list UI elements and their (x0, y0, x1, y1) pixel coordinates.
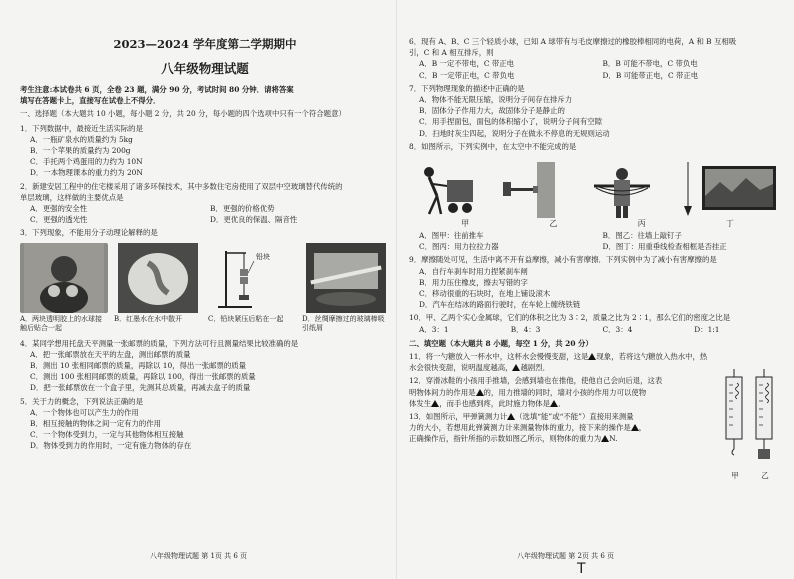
option: B．固体分子作用力大，故固体分子是静止的 (419, 106, 565, 116)
figure-label: 丁 (725, 219, 734, 229)
figure-chest-expander (590, 162, 654, 218)
option: D．图丁：用重垂线检查相框是否挂正 (602, 242, 727, 252)
option: C．更强的透光性 (30, 215, 88, 225)
answer-blank-triangle (631, 424, 639, 431)
answer-blank-triangle (550, 400, 558, 407)
option-row (409, 324, 786, 335)
spring-scale-yi (756, 369, 772, 459)
option-row (409, 70, 786, 81)
spring-labels (720, 471, 780, 481)
question-stem: 单层玻璃，这样做的主要优点是 (20, 192, 124, 202)
question-stem: 9．摩擦随处可见，生活中离不开有益摩擦，减小有害摩擦．下列实例中为了减小有害摩擦的是 (409, 255, 717, 265)
option: D．把一张邮票放在一个盒子里，先测其总质量，再减去盒子的质量 (30, 383, 251, 393)
figure-label: 甲 (461, 219, 470, 229)
option: D．物体受到力的作用时，一定有施力物体的存在 (30, 441, 192, 451)
option: B．B 可能不带电，C 带负电 (602, 59, 698, 69)
photo-glass-rod (302, 243, 390, 313)
figure-label: 乙 (549, 219, 558, 229)
option: C．手托两个鸡蛋用的力约为 10N (30, 157, 143, 167)
text-fragment: 越剧烈． (520, 363, 551, 373)
q3-captions (20, 315, 390, 334)
option-row (20, 203, 390, 214)
option-row (409, 58, 786, 69)
option: A．把一张邮票放在天平的左盘，测出邮票的质量 (30, 349, 191, 359)
figure-label: 丙 (637, 219, 646, 229)
option: B．相互接触的物体之间一定有力的作用 (30, 419, 162, 429)
option: B．更强的价格优势 (210, 204, 275, 214)
answer-blank-triangle (476, 389, 484, 396)
section-heading: 一、选择题（本大题共 10 小题，每小题 2 分，共 20 分，每小题的四个选项中只有一个符合题意） (20, 109, 346, 119)
option: C．移动很重的石块时，在地上铺设滚木 (419, 289, 551, 299)
figure-pushing-cart (415, 162, 477, 218)
option: D：1:1 (694, 324, 720, 334)
option: C．铅块紧压后粘在一起 (208, 314, 284, 323)
fill-question-12-cont (409, 387, 691, 398)
spring-scale-jia (726, 369, 742, 455)
lead-block-label: 铅块 (256, 252, 270, 261)
option: B．图乙：往墙上敲钉子 (602, 231, 682, 241)
text-fragment: 明物体间力的作用是 (409, 387, 476, 397)
option: A．一瓶矿泉水的质量约为 5kg (30, 134, 133, 144)
question-stem: 10．甲、乙两个实心金属球，它们的体积之比为 3∶2，质量之比为 2∶1，那么它们的密度之比是 (409, 313, 731, 323)
fill-question-11 (409, 351, 786, 362)
exam-title: 2023—2024 学年度第二学期期中 (113, 37, 297, 51)
page-footer: 八年级物理试题 第 2页 共 6 页 (517, 552, 615, 560)
option: A．3：1 (419, 324, 449, 334)
question-stem: 4．某同学想用托盘天平测量一张邮票的质量，下列方法可行且测量结果比较准确的是 (20, 338, 299, 348)
question-stem: 引，C 和 A 相互排斥，则 (409, 48, 494, 58)
text-fragment: ，而手也感到疼，此时施力物体是 (439, 398, 551, 408)
option: A．B 一定不带电，C 带正电 (419, 59, 515, 69)
option: D．汽车在结冰的路面行驶时，在车轮上缠绕铁链 (419, 300, 581, 310)
text-fragment: 正确操作后，指针所指的示数如图乙所示，则物体的重力为 (409, 434, 602, 444)
option: B．4：3 (510, 324, 541, 334)
option: C．一个物体受到力，一定与其他物体相互接触 (30, 430, 184, 440)
option: B．测出 10 张相同邮票的质量，再除以 10，得出一张邮票的质量 (30, 361, 247, 371)
figure-label: 甲 (731, 471, 739, 481)
text-fragment: 的，用力推墙的同时，墙对小孩的作用力可以使物 (483, 387, 647, 397)
q8-figure-row (409, 156, 786, 218)
fill-question-13 (409, 411, 691, 422)
option: D．一本物理课本的重力约为 20N (30, 168, 143, 178)
text-fragment: 水会很快变甜，说明温度越高， (409, 363, 513, 373)
q3-photo-row (20, 243, 390, 313)
answer-blank-triangle (601, 435, 609, 442)
q8-figure-labels (409, 218, 786, 230)
text-fragment: 体发生 (409, 398, 432, 408)
option: D．B 可能带正电，C 带正电 (602, 70, 699, 80)
option: B．红墨水在水中散开 (114, 314, 183, 323)
handwritten-mark: T (577, 561, 586, 577)
question-stem: 3．下列现象，不能用分子动理论解释的是 (20, 228, 158, 238)
option: B．一个苹果的质量约为 200g (30, 146, 131, 156)
exam-page-2 (397, 0, 794, 579)
question-stem: 2．新建安居工程中的住宅楼采用了诸多环保技术，其中多数住宅房使用了双层中空玻璃替代传统的 (20, 181, 343, 191)
notice-line: 填写在答题卡上，直接写在试卷上不得分． (20, 96, 161, 106)
q12-q13-block (409, 375, 786, 481)
text-fragment: N. (609, 434, 618, 444)
fill-question-12: 12．穿滑冰鞋的小孩用手推墙，会感到墙也在推他，使他自己会向后退，这表 (409, 376, 663, 386)
option: A．物体不能无限压缩，说明分子间存在排斥力 (419, 95, 573, 105)
photo-lead-blocks (208, 243, 296, 313)
option: A．一个物体也可以产生力的作用 (30, 407, 139, 417)
text-fragment: （选填“能”或“不能”）直接用来测量 (515, 412, 634, 422)
option-row (20, 214, 390, 225)
question-stem: 6．现有 A、B、C 三个轻质小球，已知 A 球带有与毛皮摩擦过的橡胶棒相同的电荷，A 和 B 互相吸 (409, 37, 737, 46)
option: C．用手捏面包，面包的体积缩小了，说明分子间有空隙 (419, 117, 603, 127)
fill-question-13-cont (409, 422, 691, 433)
option: A．自行车刹车时用力捏紧刹车闸 (419, 266, 528, 276)
text-fragment: ， (638, 423, 647, 433)
option: C．3：4 (602, 324, 633, 334)
fill-question-13-cont (409, 433, 691, 444)
answer-blank-triangle (507, 413, 515, 420)
option: A．两块透明胶上的水球接触后贴合一起 (20, 314, 103, 333)
option: D．丝绸摩擦过的玻璃棒吸引纸屑 (302, 314, 385, 333)
text-fragment: 现象，若将这勺糖放入热水中，热 (596, 352, 708, 362)
option: A．更强的安全性 (30, 204, 88, 214)
text-fragment: 力的大小，若想用此弹簧测力计来测量物体的重力，接下来的操作是 (409, 423, 631, 433)
option: C．图丙：用力拉拉力器 (419, 242, 499, 252)
figure-hammer-nail (503, 162, 563, 218)
text-fragment: 11．将一勺糖放入一杯水中，这杯水会慢慢变甜，这是 (409, 352, 589, 362)
exam-subtitle: 八年级物理试题 (161, 61, 249, 76)
question-stem: 7．下列物理现象的描述中正确的是 (409, 83, 525, 93)
question-stem: 8．如图所示，下列实例中，在太空中不能完成的是 (409, 141, 577, 151)
fill-question-12-cont (409, 398, 691, 409)
section-heading: 二、填空题（本大题共 8 小题，每空 1 分，共 20 分） (409, 338, 593, 348)
answer-blank-triangle (431, 400, 439, 407)
option: D．扫地时灰尘四起，说明分子在做永不停息的无规则运动 (419, 128, 610, 138)
option: C．B 一定带正电，C 带负电 (419, 70, 515, 80)
question-stem: 1．下列数据中，最接近生活实际的是 (20, 123, 143, 133)
text-fragment: ． (558, 398, 566, 408)
option-row (409, 241, 786, 252)
page-footer: 八年级物理试题 第 1页 共 6 页 (150, 552, 248, 560)
question-stem: 5．关于力的概念，下列说法正确的是 (20, 396, 143, 406)
text-fragment: 13．如图所示，甲弹簧测力计 (409, 412, 508, 422)
notice-line: 考生注意:本试卷共 6 页，全卷 23 题，满分 90 分，考试时间 80 分钟．请将答案 (20, 85, 294, 94)
option-row (409, 230, 786, 241)
figure-plumb-line (680, 162, 780, 218)
option: B．用力压住橡皮，擦去写错的字 (419, 277, 528, 287)
photo-ink-in-water (114, 243, 202, 313)
option: A．图甲：往前推车 (419, 231, 484, 241)
option: D．更优良的保温、隔音性 (210, 215, 298, 225)
option: C．测出 100 张相同邮票的质量，再除以 100，得出一张邮票的质量 (30, 372, 256, 382)
figure-label: 乙 (761, 471, 769, 481)
photo-water-balls (20, 243, 108, 313)
spring-scales-figure (720, 369, 780, 479)
